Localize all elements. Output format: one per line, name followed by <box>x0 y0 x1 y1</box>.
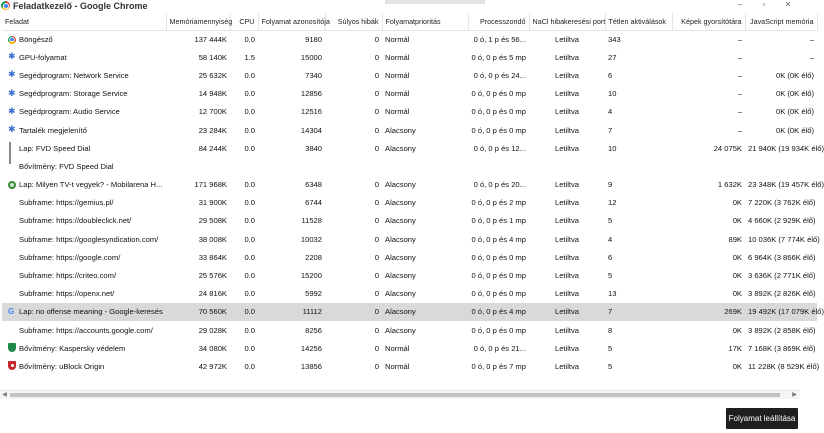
site-icon <box>8 181 16 189</box>
cell-image-cache: 0K <box>732 198 742 208</box>
cell-task <box>2 357 166 375</box>
cell-js-memory: 23 348K (19 457K élő) <box>748 180 824 190</box>
cell-memory: 24 816K <box>198 289 227 299</box>
cell-memory: 29 508K <box>198 216 227 226</box>
cell-pid: 13856 <box>300 361 322 371</box>
cell-idle-wakeups: 27 <box>608 52 617 62</box>
cell-cpu-time: 0 ó, 0 p és 0 mp <box>471 252 526 262</box>
puzzle-icon: ✱ <box>8 123 16 134</box>
puzzle-icon: ✱ <box>8 105 16 116</box>
cell-task <box>2 303 166 321</box>
cell-cpu: 0.0 <box>244 70 255 80</box>
cell-task <box>2 139 166 157</box>
cell-cpu: 0.0 <box>244 252 255 262</box>
cell-js-memory: 3 892K (2 858K élő) <box>748 325 816 335</box>
cell-cpu-time: 0 ó, 0 p és 24... <box>473 70 526 80</box>
cell-cpu: 0.0 <box>244 107 255 117</box>
cell-hard-faults: 0 <box>325 303 382 321</box>
process-table <box>2 13 824 376</box>
cell-priority: Normál <box>385 89 410 99</box>
table-row[interactable] <box>2 157 817 175</box>
header-row <box>2 13 817 30</box>
table-row[interactable] <box>2 103 817 121</box>
cell-nacl-port: Letiltva <box>554 52 580 62</box>
shield-icon <box>8 343 16 352</box>
close-button[interactable]: ✕ <box>784 0 792 9</box>
cell-pid: 15200 <box>300 271 322 281</box>
task-name: Subframe: https://googlesyndication.com/ <box>19 234 159 244</box>
cell-js-memory: 0K (0K élő) <box>776 89 814 99</box>
cell-image-cache: 24 075K <box>713 143 742 153</box>
cell-priority: Alacsony <box>385 289 416 299</box>
cell-memory: 25 632K <box>198 70 227 80</box>
cell-cpu: 0.0 <box>244 325 255 335</box>
cell-nacl-port: Letiltva <box>554 180 580 190</box>
cell-hard-faults: 0 <box>374 271 379 281</box>
cell-pid: 6744 <box>305 198 322 208</box>
blank-icon <box>8 235 15 243</box>
cell-pid: 11112 <box>258 303 325 321</box>
cell-cpu-time: 0 ó, 0 p és 0 mp <box>471 325 526 335</box>
cell-cpu: 0.0 <box>244 216 255 226</box>
cell-hard-faults: 0 <box>374 107 379 117</box>
column-header-priority[interactable]: Folyamatprioritás <box>382 13 468 30</box>
cell-memory: 33 864K <box>198 252 227 262</box>
cell-priority: Normál <box>385 361 410 371</box>
cell-js-memory: – <box>809 34 814 44</box>
cell-nacl-port: Letiltva <box>554 361 580 371</box>
cell-nacl-port: Letiltva <box>529 303 605 321</box>
cell-cpu: 0.0 <box>244 289 255 299</box>
cell-nacl-port: Letiltva <box>554 70 580 80</box>
cell-js-memory: 0K (0K élő) <box>776 107 814 117</box>
cell-hard-faults: 0 <box>374 89 379 99</box>
cell-task <box>2 230 166 248</box>
task-name: Bővítmény: uBlock Origin <box>19 361 105 371</box>
cell-priority: Normál <box>385 70 410 80</box>
cell-idle-wakeups: 9 <box>608 180 613 190</box>
cell-hard-faults: 0 <box>374 180 379 190</box>
horizontal-scrollbar[interactable] <box>0 390 800 399</box>
column-header-cpu[interactable]: CPU <box>230 13 258 30</box>
cell-pid: 8256 <box>305 325 322 335</box>
cell-pid: 6348 <box>305 180 322 190</box>
task-name: Subframe: https://accounts.google.com/ <box>19 325 153 335</box>
cell-pid: 9180 <box>305 34 322 44</box>
blank-icon <box>8 290 15 298</box>
cell-hard-faults: 0 <box>374 125 379 135</box>
cell-memory: 29 028K <box>198 325 227 335</box>
task-name: Lap: Milyen TV-t vegyek? - Mobilarena H... <box>19 180 163 190</box>
cell-task <box>2 176 166 194</box>
cell-nacl-port <box>529 157 605 175</box>
cell-pid <box>258 157 325 175</box>
cell-priority: Alacsony <box>385 143 416 153</box>
cell-task <box>2 157 166 175</box>
cell-task <box>2 85 166 103</box>
table-row[interactable] <box>2 85 817 103</box>
table-row[interactable] <box>2 357 817 375</box>
task-name: Subframe: https://gemius.pl/ <box>19 198 114 208</box>
cell-cpu: 0.0 <box>244 198 255 208</box>
cell-cpu: 0.0 <box>244 234 255 244</box>
cell-hard-faults: 0 <box>374 70 379 80</box>
table-row[interactable] <box>2 194 817 212</box>
cell-idle-wakeups: 343 <box>608 34 621 44</box>
cell-hard-faults: 0 <box>374 52 379 62</box>
column-header-task[interactable]: Feladat <box>2 13 166 30</box>
cell-js-memory: 3 636K (2 771K élő) <box>748 271 816 281</box>
cell-cpu: 0.0 <box>244 89 255 99</box>
cell-priority: Alacsony <box>385 325 416 335</box>
cell-image-cache: – <box>737 34 742 44</box>
table-row[interactable] <box>2 303 817 321</box>
cell-task <box>2 321 166 339</box>
cell-nacl-port: Letiltva <box>554 216 580 226</box>
task-name: Bővítmény: FVD Speed Dial <box>19 161 114 171</box>
cell-memory: 171 968K <box>194 180 227 190</box>
table-row[interactable] <box>2 212 817 230</box>
column-header-idle-wakeups[interactable]: Tétlen aktiválások <box>605 13 672 30</box>
table-row[interactable] <box>2 339 817 357</box>
chrome-icon <box>8 36 16 44</box>
cell-cpu: 1.5 <box>244 52 255 62</box>
cell-js-memory: 0K (0K élő) <box>776 70 814 80</box>
cell-pid: 2208 <box>305 252 322 262</box>
cell-hard-faults: 0 <box>374 289 379 299</box>
cell-memory: 31 900K <box>198 198 227 208</box>
cell-idle-wakeups: 6 <box>608 70 613 80</box>
cell-idle-wakeups: 5 <box>608 271 613 281</box>
cell-memory: 25 576K <box>198 271 227 281</box>
cell-image-cache: – <box>737 107 742 117</box>
table-row[interactable] <box>2 139 817 157</box>
cell-hard-faults <box>325 157 382 175</box>
cell-cpu-time: 0 ó, 0 p és 4 mp <box>471 234 526 244</box>
cell-idle-wakeups: 4 <box>608 234 613 244</box>
cell-idle-wakeups: 10 <box>608 143 617 153</box>
cell-idle-wakeups: 6 <box>608 252 613 262</box>
ublock-icon <box>8 361 16 370</box>
task-name: Subframe: https://criteo.com/ <box>19 271 117 281</box>
blank-icon <box>8 271 15 279</box>
cell-cpu-time: 0 ó, 0 p és 0 mp <box>471 125 526 135</box>
cell-image-cache: 89K <box>728 234 742 244</box>
cell-cpu: 0.0 <box>230 303 258 321</box>
cell-image-cache: 0K <box>732 361 742 371</box>
cell-image-cache: 1 632K <box>717 180 742 190</box>
cell-priority: Alacsony <box>385 125 416 135</box>
cell-nacl-port: Letiltva <box>554 107 580 117</box>
cell-idle-wakeups: 5 <box>608 361 613 371</box>
cell-nacl-port: Letiltva <box>554 143 580 153</box>
cell-task <box>2 285 166 303</box>
minimize-button[interactable]: – <box>737 0 743 9</box>
cell-image-cache: 269K <box>672 303 745 321</box>
end-process-button[interactable]: Folyamat leállítása <box>726 408 798 429</box>
cell-cpu: 0.0 <box>244 361 255 371</box>
cell-js-memory: – <box>809 52 814 62</box>
cell-memory: 58 140K <box>198 52 227 62</box>
cell-priority: Normál <box>385 34 410 44</box>
task-name: Lap: no offense meaning - Google-keresés <box>19 307 163 317</box>
table-row[interactable] <box>2 285 817 303</box>
window-title: Feladatkezelő - Google Chrome <box>13 1 148 11</box>
cell-pid: 3840 <box>305 143 322 153</box>
blank-icon <box>8 199 15 207</box>
task-name: Segédprogram: Audio Service <box>19 107 120 117</box>
cell-hard-faults: 0 <box>374 198 379 208</box>
cell-js-memory <box>745 157 817 175</box>
cell-priority: Alacsony <box>385 271 416 281</box>
cell-memory: 84 244K <box>198 143 227 153</box>
cell-memory: 14 948K <box>198 89 227 99</box>
cell-pid: 5992 <box>305 289 322 299</box>
cell-image-cache: – <box>737 70 742 80</box>
cell-js-memory: 7 168K (3 869K élő) <box>748 343 816 353</box>
cell-image-cache: – <box>737 125 742 135</box>
cell-cpu-time: 0 ó, 0 p és 4 mp <box>468 303 529 321</box>
cell-priority: Alacsony <box>382 303 468 321</box>
cell-js-memory: 6 964K (3 866K élő) <box>748 252 816 262</box>
cell-js-memory: 0K (0K élő) <box>776 125 814 135</box>
cell-priority: Alacsony <box>385 198 416 208</box>
cell-js-memory: 3 892K (2 826K élő) <box>748 289 816 299</box>
cell-pid: 10032 <box>300 234 322 244</box>
cell-nacl-port: Letiltva <box>554 89 580 99</box>
maximize-button[interactable]: ▫ <box>762 0 766 9</box>
cell-pid: 11528 <box>301 216 322 226</box>
task-name: Segédprogram: Network Service <box>19 70 129 80</box>
cell-hard-faults: 0 <box>374 361 379 371</box>
cell-idle-wakeups: 5 <box>608 343 613 353</box>
table-row[interactable] <box>2 121 817 139</box>
table-row[interactable] <box>2 48 817 66</box>
cell-js-memory: 19 492K (17 079K élő) <box>745 303 817 321</box>
blank-icon <box>8 253 15 261</box>
cell-idle-wakeups: 7 <box>605 303 672 321</box>
cell-image-cache: – <box>737 89 742 99</box>
cell-priority: Normál <box>385 107 410 117</box>
cell-nacl-port: Letiltva <box>554 234 580 244</box>
cell-image-cache: 0K <box>732 325 742 335</box>
cell-pid: 12856 <box>300 89 322 99</box>
column-header-nacl-port[interactable]: NaCl hibakeresési port <box>529 13 605 30</box>
cell-memory <box>166 157 230 175</box>
cell-task <box>2 339 166 357</box>
title-bar <box>0 0 800 12</box>
blank-icon <box>8 326 15 334</box>
cell-pid: 7340 <box>305 70 322 80</box>
cell-priority: Alacsony <box>385 252 416 262</box>
cell-cpu: 0.0 <box>244 343 255 353</box>
cell-idle-wakeups: 12 <box>608 198 617 208</box>
cell-idle-wakeups: 10 <box>608 89 617 99</box>
cell-priority: Alacsony <box>385 234 416 244</box>
cell-task <box>2 212 166 230</box>
cell-pid: 12516 <box>300 107 322 117</box>
cell-cpu: 0.0 <box>244 180 255 190</box>
cell-hard-faults: 0 <box>374 252 379 262</box>
cell-priority: Alacsony <box>385 216 416 226</box>
cell-cpu-time: 0 ó, 0 p és 1 mp <box>471 216 526 226</box>
cell-cpu: 0.0 <box>244 34 255 44</box>
cell-pid: 14256 <box>300 343 322 353</box>
scroll-left-icon[interactable]: ◀ <box>2 392 7 398</box>
cell-cpu-time: 0 ó, 0 p és 20... <box>473 180 526 190</box>
cell-nacl-port: Letiltva <box>554 325 580 335</box>
cell-cpu-time: 0 ó, 0 p és 0 mp <box>471 289 526 299</box>
puzzle-icon: ✱ <box>8 69 16 80</box>
table-row[interactable] <box>2 30 817 48</box>
cell-cpu-time: 0 ó, 0 p és 7 mp <box>471 361 526 371</box>
cell-image-cache: 0K <box>732 289 742 299</box>
task-name: Subframe: https://google.com/ <box>19 252 121 262</box>
cell-nacl-port: Letiltva <box>554 271 580 281</box>
task-name: Lap: FVD Speed Dial <box>19 143 91 153</box>
cell-cpu: 0.0 <box>244 125 255 135</box>
blank-icon <box>8 217 15 225</box>
cell-priority: Normál <box>385 343 410 353</box>
cell-cpu-time: 0 ó, 0 p és 12... <box>473 143 526 153</box>
cell-hard-faults: 0 <box>374 34 379 44</box>
puzzle-icon: ✱ <box>8 51 16 62</box>
cell-task <box>2 121 166 139</box>
cell-image-cache: – <box>737 52 742 62</box>
table-row[interactable] <box>2 266 817 284</box>
cell-priority: Normál <box>385 52 410 62</box>
cell-priority: Alacsony <box>385 180 416 190</box>
cell-cpu-time: 0 ó, 0 p és 5 mp <box>471 52 526 62</box>
column-header-pid[interactable]: Folyamat azonosítója <box>258 13 325 30</box>
cell-memory: 34 080K <box>198 343 227 353</box>
cell-nacl-port: Letiltva <box>554 198 580 208</box>
cell-hard-faults: 0 <box>374 143 379 153</box>
cell-nacl-port: Letiltva <box>554 289 580 299</box>
cell-image-cache <box>672 157 745 175</box>
cell-cpu-time <box>468 157 529 175</box>
task-name: Subframe: https://openx.net/ <box>19 289 115 299</box>
cell-hard-faults: 0 <box>374 216 379 226</box>
cell-priority <box>382 157 468 175</box>
cell-memory: 70 560K <box>166 303 230 321</box>
cell-task <box>2 66 166 84</box>
chrome-icon <box>1 1 10 10</box>
table-row[interactable] <box>2 321 817 339</box>
cell-task <box>2 194 166 212</box>
cell-idle-wakeups: 13 <box>608 289 617 299</box>
cell-task <box>2 266 166 284</box>
cell-cpu: 0.0 <box>244 143 255 153</box>
column-header-memory[interactable]: Memóriamennyiség <box>166 13 230 30</box>
cell-idle-wakeups <box>605 157 672 175</box>
cell-memory: 42 972K <box>198 361 227 371</box>
cell-cpu-time: 0 ó, 1 p és 56... <box>473 34 526 44</box>
column-header-js-memory[interactable]: JavaScript memória <box>745 13 817 30</box>
column-header-hard-faults[interactable]: Súlyos hibák <box>325 13 382 30</box>
cell-js-memory: 11 228K (8 529K élő) <box>748 361 820 371</box>
column-header-cpu-time[interactable]: Processzoridő <box>468 13 529 30</box>
cell-task <box>2 248 166 266</box>
google-icon: G <box>8 306 15 316</box>
task-name: Segédprogram: Storage Service <box>19 89 128 99</box>
task-name: Subframe: https://doubleclick.net/ <box>19 216 132 226</box>
cell-idle-wakeups: 8 <box>608 325 613 335</box>
cell-image-cache: 0K <box>732 216 742 226</box>
title-bar-highlight <box>385 0 485 4</box>
blank-icon <box>8 162 15 170</box>
task-name: GPU-folyamat <box>19 52 67 62</box>
cell-nacl-port: Letiltva <box>554 252 580 262</box>
cell-pid: 14304 <box>300 125 322 135</box>
cell-task <box>2 103 166 121</box>
cell-cpu <box>230 157 258 175</box>
cell-js-memory: 21 940K (19 934K élő) <box>748 143 824 153</box>
cell-cpu: 0.0 <box>244 271 255 281</box>
cell-hard-faults: 0 <box>374 234 379 244</box>
table-row[interactable] <box>2 176 817 194</box>
cell-cpu-time: 0 ó, 0 p és 0 mp <box>471 107 526 117</box>
cell-image-cache: 17K <box>728 343 742 353</box>
cell-memory: 12 700K <box>198 107 227 117</box>
table-row[interactable] <box>2 66 817 84</box>
cell-memory: 23 284K <box>198 125 227 135</box>
column-header-image-cache[interactable]: Képek gyorsítótára <box>672 13 745 30</box>
cell-cpu-time: 0 ó, 0 p és 0 mp <box>471 89 526 99</box>
cell-image-cache: 0K <box>732 252 742 262</box>
cell-idle-wakeups: 4 <box>608 107 613 117</box>
cell-memory: 38 008K <box>198 234 227 244</box>
cell-cpu-time: 0 ó, 0 p és 21... <box>473 343 526 353</box>
cell-js-memory: 7 220K (3 762K élő) <box>748 198 816 208</box>
cell-pid: 15000 <box>300 52 322 62</box>
puzzle-icon: ✱ <box>8 87 16 98</box>
task-name: Bővítmény: Kaspersky védelem <box>19 343 126 353</box>
task-name: Böngésző <box>19 34 53 44</box>
cell-hard-faults: 0 <box>374 325 379 335</box>
cell-nacl-port: Letiltva <box>554 343 580 353</box>
cell-idle-wakeups: 7 <box>608 125 613 135</box>
cell-task <box>2 30 166 48</box>
cell-cpu-time: 0 ó, 0 p és 2 mp <box>471 198 526 208</box>
scroll-right-icon[interactable]: ▶ <box>792 392 797 398</box>
table-row[interactable] <box>2 230 817 248</box>
cell-idle-wakeups: 5 <box>608 216 613 226</box>
cell-nacl-port: Letiltva <box>554 34 580 44</box>
cell-hard-faults: 0 <box>374 343 379 353</box>
cell-image-cache: 0K <box>732 271 742 281</box>
cell-nacl-port: Letiltva <box>554 125 580 135</box>
cell-cpu-time: 0 ó, 0 p és 0 mp <box>471 271 526 281</box>
cell-task <box>2 48 166 66</box>
task-name: Tartalék megjelenítő <box>19 125 87 135</box>
table-row[interactable] <box>2 248 817 266</box>
process-table-area <box>0 13 824 390</box>
cell-js-memory: 4 660K (2 929K élő) <box>748 216 816 226</box>
scrollbar-thumb[interactable] <box>10 393 780 397</box>
cell-memory: 137 444K <box>194 34 227 44</box>
cell-js-memory: 10 036K (7 774K élő) <box>748 234 820 244</box>
